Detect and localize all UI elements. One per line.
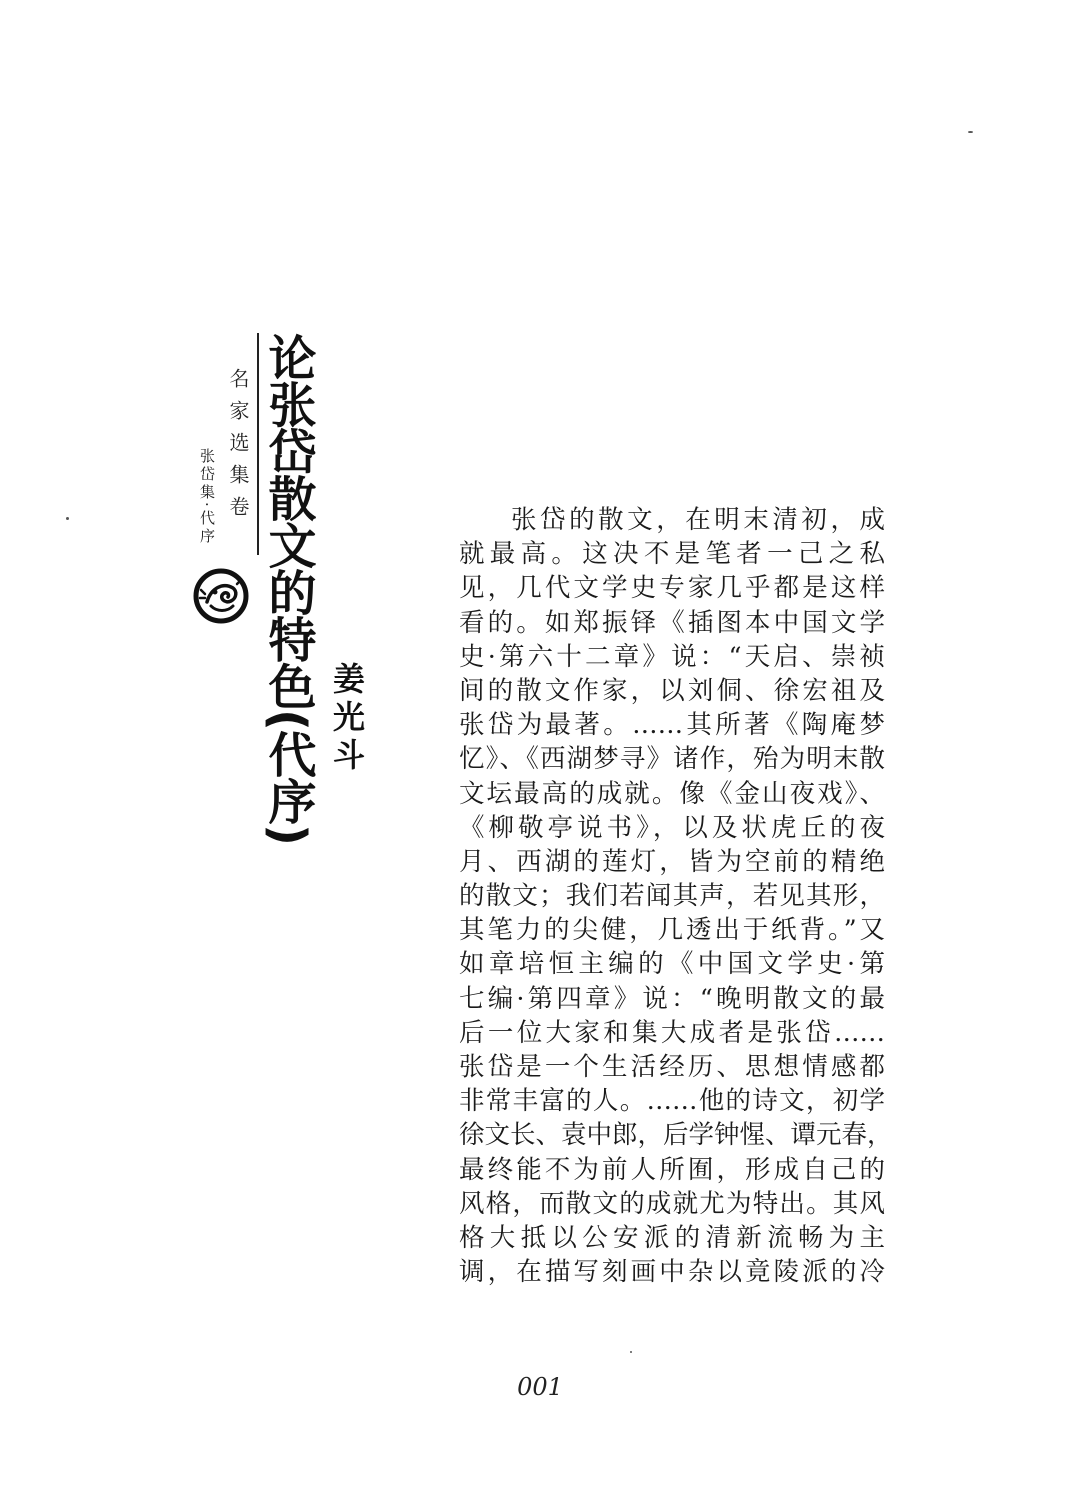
essay-title: 论张岱散文的特色(代序) [260,333,316,845]
body-line: 其笔力的尖健，几透出于纸背。”又 [459,915,885,946]
body-line: 后一位大家和集大成者是张岱…… [459,1017,885,1048]
body-line: 张岱的散文，在明末清初，成 [511,505,885,535]
body-line: 的散文；我们若闻其声，若见其形， [459,881,885,912]
body-line: 张岱是一个生活经历、思想情感都 [459,1052,885,1082]
body-line: 格大抵以公安派的清新流畅为主 [459,1222,885,1253]
body-line: 文坛最高的成就。像《金山夜戏》、 [459,778,885,809]
body-line: 七编·第四章》说：“晚明散文的最 [459,983,885,1014]
body-line: 月、西湖的莲灯，皆为空前的精绝 [459,846,885,877]
scan-speck [630,1351,632,1353]
body-line: 《柳敬亭说书》，以及状虎丘的夜 [459,812,885,843]
scan-speck [66,517,69,520]
body-line: 见，几代文学史专家几乎都是这样 [459,573,885,604]
body-line: 张岱为最著。……其所著《陶庵梦 [459,710,885,741]
page-number: 001 [517,1373,563,1401]
scan-speck [968,131,973,133]
body-line: 徐文长、袁中郎，后学钟惺、谭元春， [459,1120,893,1151]
body-line: 非常丰富的人。……他的诗文，初学 [459,1086,885,1117]
body-line: 调，在描写刻画中杂以竟陵派的冷 [459,1257,885,1288]
essay-author: 姜光斗 [328,662,366,776]
body-line: 间的散文作家，以刘侗、徐宏祖及 [459,675,885,706]
series-name: 名家选集卷 [226,368,250,528]
body-line: 忆》、《西湖梦寻》诸作，殆为明末散 [459,744,885,775]
body-line: 最终能不为前人所囿，形成自己的 [459,1154,885,1185]
body-line: 史·第六十二章》说：“天启、崇祯 [459,641,885,672]
body-line: 看的。如郑振铎《插图本中国文学 [459,607,885,638]
essay-body [459,503,893,1289]
volume-name: 张岱集·代序 [198,448,216,546]
title-rule [257,333,259,555]
body-line: 就最高。这决不是笔者一己之私 [459,539,885,570]
body-line: 如章培恒主编的《中国文学史·第 [459,949,885,980]
dragon-seal-icon [193,568,249,624]
body-line: 风格，而散文的成就尤为特出。其风 [459,1188,885,1219]
